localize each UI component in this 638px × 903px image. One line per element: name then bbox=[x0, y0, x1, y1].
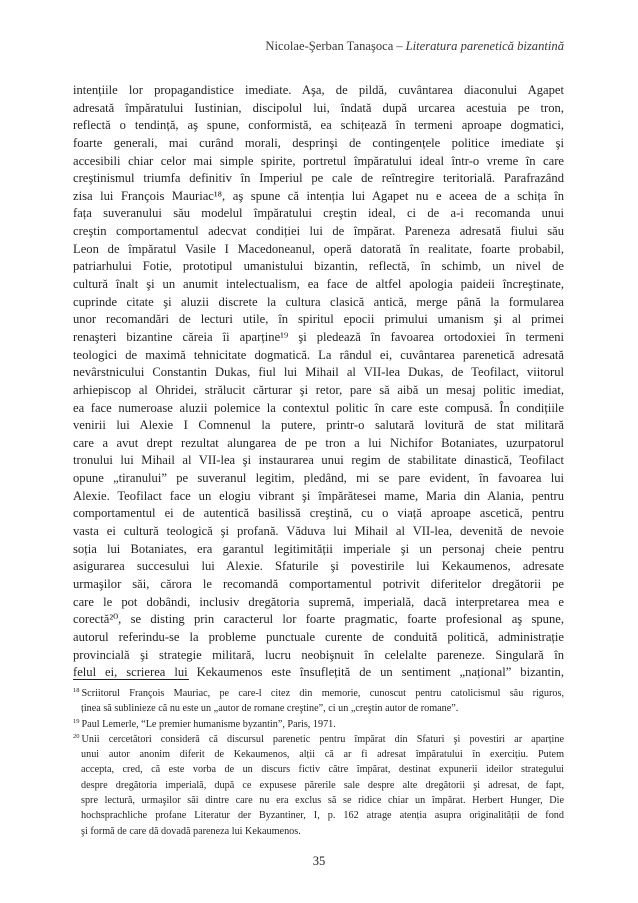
body-text-line: ea face numeroase aluzii polemice la contextul politic în care este compusă. În condițiile bbox=[73, 400, 564, 415]
footnote-number: 19 bbox=[73, 717, 80, 725]
body-text-line: reflectă o tendință, aş spune, conformistă, ea schițează în termeni aproape dogmatici, bbox=[73, 118, 564, 133]
body-text-line: vasta ei cultură teologică şi profană. Văduva lui Mihail al VII-lea, devenită de nevoie bbox=[73, 524, 564, 539]
footnote-text: Scriitorul François Mauriac, pe care-l citez din memorie, cunoscut pentru catolicismul său riguros, bbox=[81, 688, 564, 699]
body-text-line: tronului lui Mihail al VII-lea şi instaurarea unui regim de stabilitate dinastică, Teofilact bbox=[73, 453, 564, 468]
body-text-line: venirii lui Alexie I Comnenul la putere, printr-o salutară lovitură de stat militară bbox=[73, 418, 564, 433]
body-text-line: asigurarea succesului lui Alexie. Sfaturile şi povestirile lui Kekaumenos, adresate bbox=[73, 559, 564, 574]
body-text-line: care le pot dobândi, inclusiv dregătoria supremă, imperială, dacă interpretarea mea e bbox=[73, 594, 564, 609]
body-text-line: creştin comportamentul adecvat condiției lui de împărat. Pareneza adresată fiului său bbox=[73, 224, 564, 239]
footnote-line bbox=[73, 701, 564, 716]
footnote-line bbox=[73, 732, 564, 747]
body-text-line: corectă²⁰, se disting prin caracterul lor foarte pragmatic, foarte profesional aş spune, bbox=[73, 612, 564, 627]
body-text-line: urmaşilor săi, cărora le recomandă comportamentul potrivit diferitelor dregătorii pe bbox=[73, 576, 564, 591]
footnote-number: 18 bbox=[73, 687, 80, 694]
body-text-line: Alexie. Teofilact face un elogiu vibrant şi împărătesei mame, Maria din Alania, pentru bbox=[73, 488, 564, 503]
running-head-title: Literatura parenetică bizantină bbox=[405, 39, 564, 53]
footnote-line bbox=[73, 747, 564, 762]
body-text-line: soția lui Botaniates, era garantul legitimității imperiale şi un personaj cheie pentru bbox=[73, 541, 564, 556]
body-text-line: creştinismul triumfa definitiv în Imperiul pe cale de reîntregire teritorială. Parafrazând bbox=[73, 171, 564, 186]
body-text-line: comportamentul ei de autentică basilissă creştină, cu o viață aproape ascetică, pentru bbox=[73, 506, 564, 521]
footnote-text: hochsprachliche profane Literatur der Byzantiner, I, p. 162 atrage atenția asupra originalității de fond bbox=[81, 810, 564, 822]
running-head bbox=[265, 38, 564, 54]
footnote-text: spre lectură, urmaşilor săi dintre care nu era exclus să se ridice chiar un împărat. Herbert Hunger, Die bbox=[81, 795, 564, 807]
footnote-line bbox=[73, 808, 564, 823]
body-text-line: felul ei, scrierea lui Kekaumenos este însuflețită de un sentiment „național” bizantin, bbox=[73, 665, 564, 680]
body-text-line: cultură înalt şi un anumit intelectualism, ea face de altfel apologia paideii încreştinate, bbox=[73, 277, 564, 292]
footnote-text: Unii cercetători consideră că discursul parenetic pentru împărat din Sfaturi şi povestiri ar aparține bbox=[81, 733, 564, 745]
footnote-line bbox=[73, 686, 564, 701]
footnote-text: unui autor anonim diferit de Kekaumenos, alții că ar fi adresat împăratului în exercițiu. Putem bbox=[81, 749, 564, 761]
footnote-line bbox=[73, 793, 564, 808]
body-text-line: nevârstnicului Constantin Dukas, fiul lui Mihail al VII-lea Dukas, de Teofilact, viitorul bbox=[73, 365, 564, 380]
body-text-line: autorul referindu-se la probleme punctuale curente de conduită politică, administrație bbox=[73, 629, 564, 644]
body-text-line: provincială şi strategie militară, lucru neobişnuit în celelalte pareneze. Singulară în bbox=[73, 647, 564, 662]
footnotes bbox=[73, 686, 564, 839]
body-text-line: cuprinde citate şi aluzii discrete la cultura clasică antică, merge până la formularea bbox=[73, 294, 564, 309]
body-text-line: adresată împăratului Iustinian, discipolul lui, îndată după urcarea acestuia pe tron, bbox=[73, 100, 564, 115]
body-text-line: teologici de maximă tehnicitate dogmatică. La rândul ei, cuvântarea parenetică adresată bbox=[73, 347, 564, 362]
running-head-author: Nicolae-Şerban Tanaşoca bbox=[265, 39, 394, 53]
footnote-line bbox=[73, 762, 564, 777]
footnote-separator-rule bbox=[73, 679, 189, 680]
body-text-line: accesibili chiar celor mai simple spirite, portretul împăratului ideal într-o vreme în care bbox=[73, 153, 564, 168]
footnote-text: despre dregătoria imperială, după ce expusese părerile sale despre alte dregătorii şi adresat, de fapt, bbox=[81, 779, 564, 791]
footnote-line bbox=[73, 778, 564, 793]
footnote-text: ținea să sublinieze că nu este un „autor de romane creştine”, ci un „creştin autor de romane”. bbox=[81, 703, 459, 715]
main-text bbox=[73, 82, 564, 682]
body-text-line: patriarhului Fotie, prototipul umanistului bizantin, reflectă, în schimb, un nivel de bbox=[73, 259, 564, 274]
footnote-text: accepta, cred, că este vorba de un discurs fictiv către împărat, destinat expunerii ideilor strategului bbox=[81, 764, 564, 776]
body-text-line: intențiile lor propagandistice imediate. Aşa, de pildă, cuvântarea diaconului Agapet bbox=[73, 83, 564, 97]
body-text-line: zisa lui François Mauriac¹⁸, aş spune că intenția lui Agapet nu e aceea de a schița în bbox=[73, 188, 564, 203]
footnote-number: 20 bbox=[73, 732, 80, 740]
body-text-line: unor recomandări de lecturi utile, în spiritul epocii primului umanism şi al primei bbox=[73, 312, 564, 327]
body-text-line: fața suveranului său modelul împăratului creştin ideal, ci de a-i recomanda unui bbox=[73, 206, 564, 221]
body-text-line: renaşteri bizantine căreia îi aparține¹⁹ şi pledează în favoarea ortodoxiei în termeni bbox=[73, 329, 564, 344]
footnote-line bbox=[73, 824, 564, 839]
body-text-line: opune „tiranului” pe suveranul legitim, pledând, mi se pare evident, în favoarea lui bbox=[73, 471, 564, 486]
body-text-line: Leon de împăratul Vasile I Macedoneanul, operă datorată în realitate, foarte probabil, bbox=[73, 241, 564, 256]
footnote-text: Paul Lemerle, “Le premier humanisme byzantin”, Paris, 1971. bbox=[81, 718, 336, 730]
body-text-line: care a avut drept rezultat alungarea de pe tron a lui Nichifor Botaniates, uzurpatorul bbox=[73, 435, 564, 450]
footnote-line bbox=[73, 717, 564, 732]
footnote-text: şi formă de care dă dovadă pareneza lui Kekaumenos. bbox=[81, 825, 301, 837]
running-head-separator: – bbox=[396, 39, 403, 53]
body-text-line: arhiepiscop al Ohridei, strălucit cărturar şi retor, pare să aibă un mesaj politic imediat, bbox=[73, 382, 564, 397]
body-text-line: foarte generali, mai curând morali, desprinşi de contingențele politice imediate şi bbox=[73, 135, 564, 150]
page-number: 35 bbox=[312, 854, 326, 868]
